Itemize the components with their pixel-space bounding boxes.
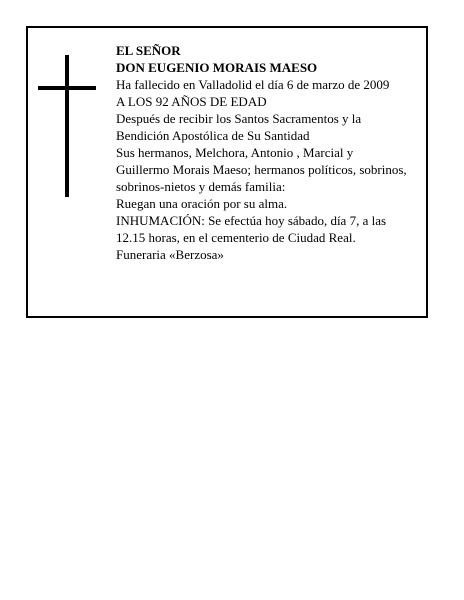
death-place-date: Ha fallecido en Valladolid el día 6 de marzo de 2009 <box>116 77 390 92</box>
family-line-3: sobrinos-nietos y demás familia: <box>116 179 286 194</box>
sacraments-line-2: Bendición Apostólica de Su Santidad <box>116 128 310 143</box>
prayer-request: Ruegan una oración por su alma. <box>116 196 288 211</box>
sacraments-line-1: Después de recibir los Santos Sacramentos y la <box>116 111 362 126</box>
notice-text <box>116 42 420 263</box>
deceased-name: DON EUGENIO MORAIS MAESO <box>116 60 318 75</box>
cross-horizontal-bar <box>38 86 96 90</box>
funeral-home: Funeraria «Berzosa» <box>116 247 224 262</box>
age-at-death: A LOS 92 AÑOS DE EDAD <box>116 94 267 109</box>
deceased-title: EL SEÑOR <box>116 43 181 58</box>
family-line-2: Guillermo Morais Maeso; hermanos políticos, sobrinos, <box>116 162 407 177</box>
family-line-1: Sus hermanos, Melchora, Antonio , Marcial y <box>116 145 354 160</box>
cross-icon <box>38 55 96 197</box>
burial-line-1: INHUMACIÓN: Se efectúa hoy sábado, día 7, a las <box>116 213 387 228</box>
cross-vertical-bar <box>65 55 69 197</box>
burial-line-2: 12.15 horas, en el cementerio de Ciudad Real. <box>116 230 356 245</box>
obituary-notice <box>26 26 428 318</box>
